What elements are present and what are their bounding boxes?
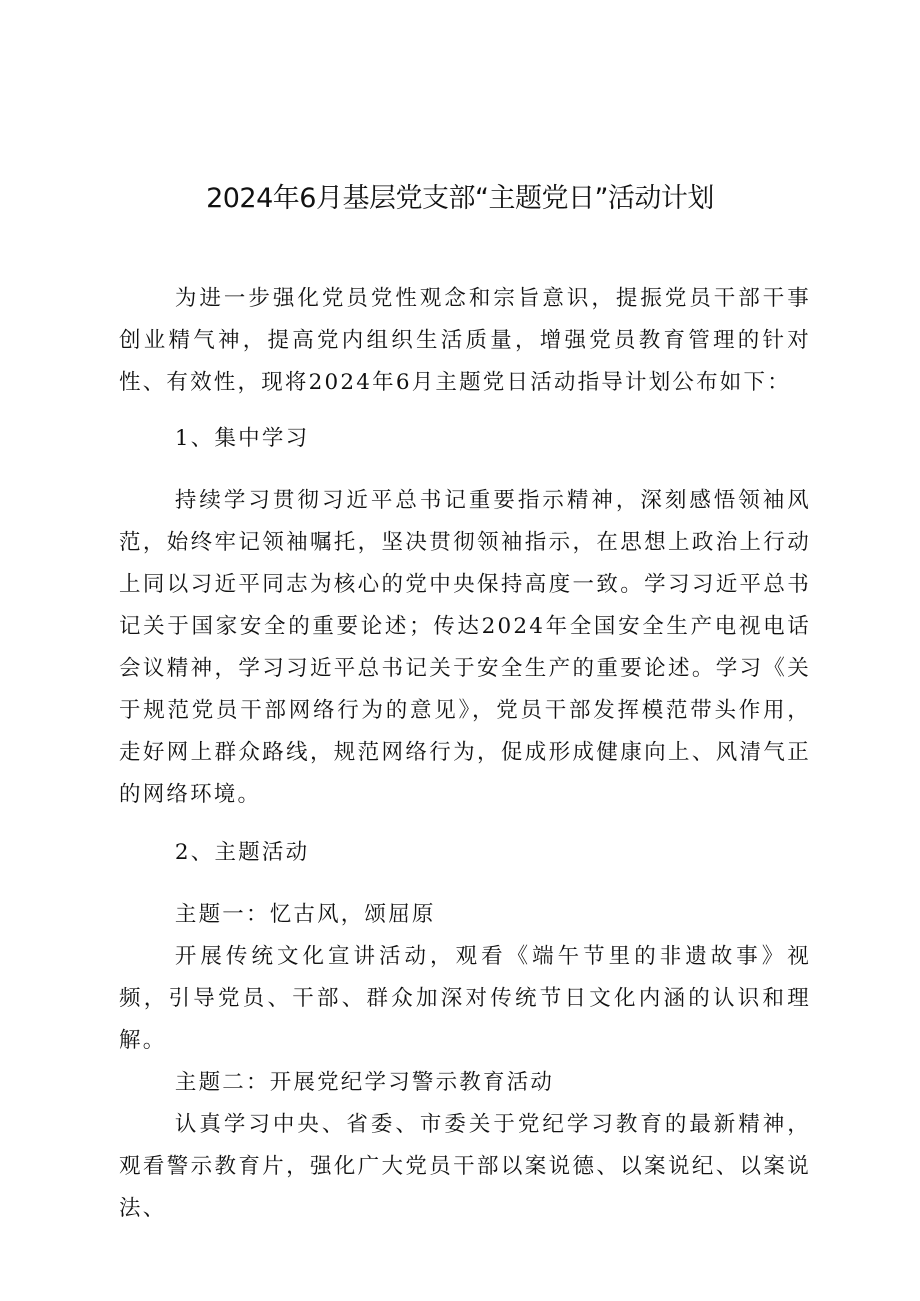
section-2-heading: 2、主题活动: [174, 840, 310, 865]
section-1-heading: 1、集中学习: [174, 426, 310, 451]
document-title: 2024年6月基层党支部“主题党日”活动计划: [206, 183, 714, 214]
theme-1-body: 开展传统文化宣讲活动，观看《端午节里的非遗故事》视频，引导党员、干部、群众加深对传统节日文化内涵的认识和理解。: [119, 944, 811, 1053]
theme-2-title: 主题二：开展党纪学习警示教育活动: [174, 1070, 555, 1095]
theme-2-body: 认真学习中央、省委、市委关于党纪学习教育的最新精神，观看警示教育片，强化广大党员干部以案说德、以案说纪、以案说法、: [119, 1112, 811, 1221]
theme-1-title: 主题一：忆古风，颂屈原: [174, 902, 436, 927]
intro-paragraph: 为进一步强化党员党性观念和宗旨意识，提振党员干部干事创业精气神，提高党内组织生活质量，增强党员教育管理的针对性、有效性，现将2024年6月主题党日活动指导计划公布如下：: [119, 286, 811, 395]
document-body: [119, 278, 811, 1230]
section-1-body: 持续学习贯彻习近平总书记重要指示精神，深刻感悟领袖风范，始终牢记领袖嘱托，坚决贯彻领袖指示，在思想上政治上行动上同以习近平同志为核心的党中央保持高度一致。学习习近平总书记关于国家安全的重要论述；传达2024年全国安全生产电视电话会议精神，学习习近平总书记关于安全生产的重要论述。学习《关于规范党员干部网络行为的意见》，党员干部发挥模范带头作用，走好网上群众路线，规范网络行为，促成形成健康向上、风清气正的网络环境。: [119, 488, 811, 807]
